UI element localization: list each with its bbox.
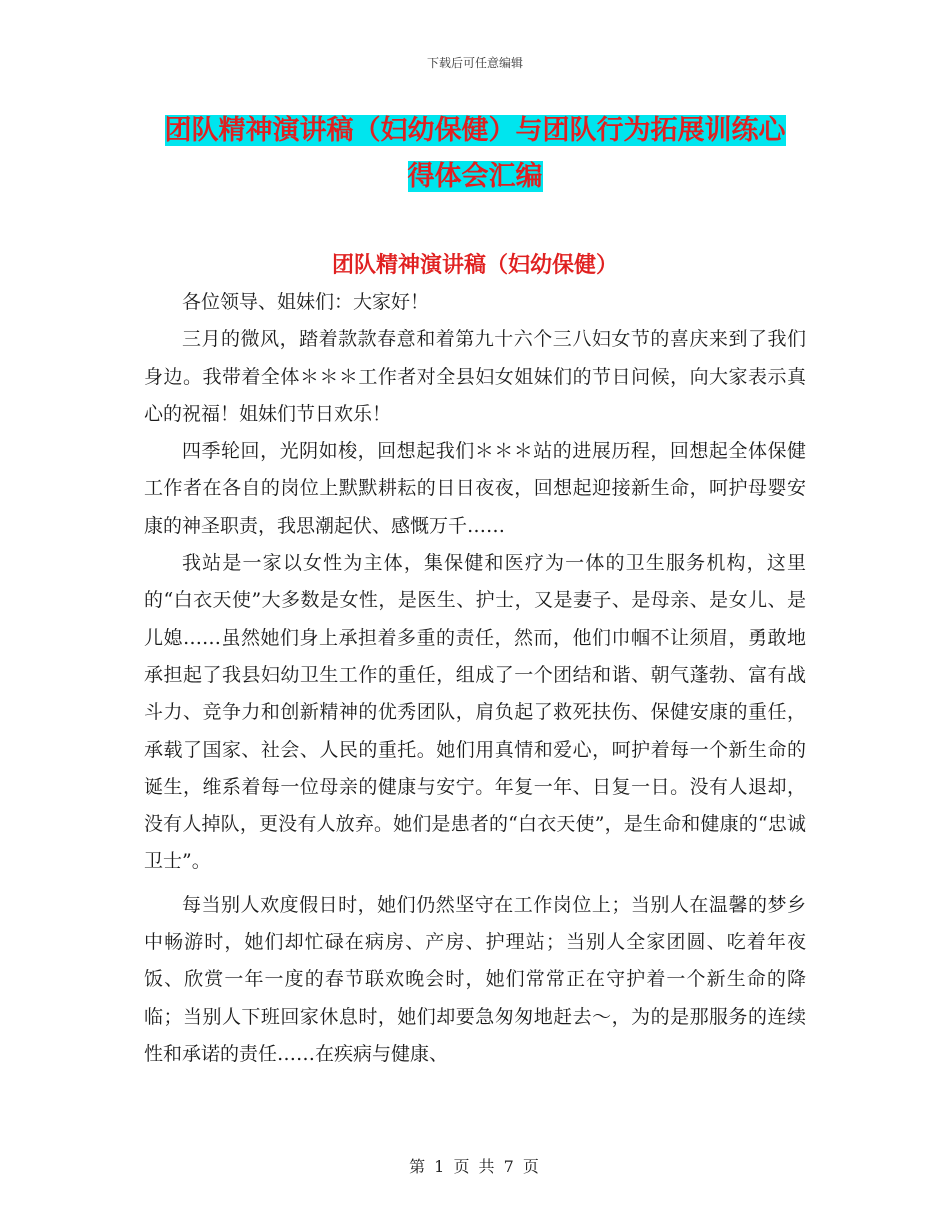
paragraph: 四季轮回，光阴如梭，回想起我们＊＊＊站的进展历程，回想起全体保健工作者在各自的岗位上默默耕耘的日日夜夜，回想起迎接新生命，呵护母婴安康的神圣职责，我思潮起伏、感慨万千…… — [144, 440, 806, 537]
page-footer: 第 1 页 共 7 页 — [409, 1157, 541, 1176]
document-title — [140, 108, 810, 200]
document-title-line-1: 团队精神演讲稿（妇幼保健）与团队行为拓展训练心 — [164, 115, 786, 146]
paragraph-greeting: 各位领导、姐妹们：大家好！ — [182, 291, 430, 313]
section-title: 团队精神演讲稿（妇幼保健） — [331, 253, 618, 278]
document-title-line-2: 得体会汇编 — [407, 161, 543, 192]
paragraph: 三月的微风，踏着款款春意和着第九十六个三八妇女节的喜庆来到了我们身边。我带着全体＊＊＊工作者对全县妇女姐妹们的节日问候，向大家表示真心的祝福！姐妹们节日欢乐！ — [144, 328, 806, 425]
header-note: 下载后可任意编辑 — [426, 56, 523, 70]
paragraph: 我站是一家以女性为主体，集保健和医疗为一体的卫生服务机构，这里的“白衣天使”大多数是女性，是医生、护士，又是妻子、是母亲、是女儿、是儿媳……虽然她们身上承担着多重的责任，然而，他们巾帼不让须眉，勇敢地承担起了我县妇幼卫生工作的重任，组成了一个团结和谐、朝气蓬勃、富有战斗力、竞争力和创新精神的优秀团队，肩负起了救死扶伤、保健安康的重任，承载了国家、社会、人民的重托。她们用真情和爱心，呵护着每一个新生命的诞生，维系着每一位母亲的健康与安宁。年复一年、日复一日。没有人退却，没有人掉队，更没有人放弃。她们是患者的“白衣天使”，是生命和健康的“忠诚卫士”。 — [144, 552, 806, 873]
paragraph: 每当别人欢度假日时，她们仍然坚守在工作岗位上；当别人在温馨的梦乡中畅游时，她们却忙碌在病房、产房、护理站；当别人全家团圆、吃着年夜饭、欣赏一年一度的春节联欢晚会时，她们常常正在守护着一个新生命的降临；当别人下班回家休息时，她们却要急匆匆地赶去～，为的是那服务的连续性和承诺的责任……在疾病与健康、 — [144, 893, 806, 1065]
body-text — [144, 284, 806, 1073]
